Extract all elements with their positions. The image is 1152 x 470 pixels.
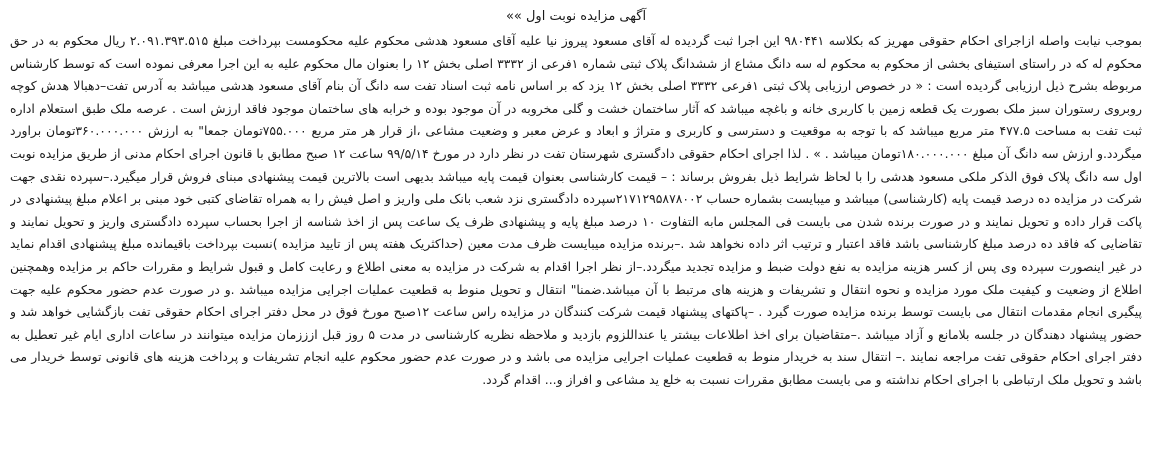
notice-body: بموجب نیابت واصله ازاجرای احکام حقوقی مهریز که بکلاسه ۹۸۰۴۴۱ این اجرا ثبت گردیده له آقای مسعود پیروز نیا علیه آقای مسعود هدشی محکوم علیه محکومست بپرداخت مبلغ ۲.۰۹۱.۳۹۳.۵۱۵ ریال محکوم به در حق محکوم له که در راستای استیفای بخشی از محکوم به محکوم له سه دانگ مشاع از ششدانگ پلاک ثبتی شماره ۱فرعی از ۳۳۳۲ اصلی بخش ۱۲ را بعنوان مال محکوم علیه به این اجرا معرفی نموده است که توسط کارشناس مربوطه بشرح ذیل ارزیابی گردیده است : « در خصوص ارزیابی پلاک ثبتی ۱فرعی ۳۳۳۲ اصلی بخش ۱۲ یزد که بر اساس نامه ثبت اسناد تفت سه دانگ آن بنام آقای مسعود هدشی میباشد به آدرس تفت–دهبالا هدش کوچه روبروی رستوران سبز ملک بصورت یک قطعه زمین با کاربری خانه و باغچه میباشد که آثار ساختمان خشت و گلی مخروبه در آن موجود بوده و خرابه های ساختمان موجود فاقد ارزش است . عرصه ملک طبق استعلام اداره ثبت تفت به مساحت ۴۷۷.۵ متر مربع میباشد که با توجه به موقعیت و دسترسی و کاربری و متراژ و ابعاد و عرض معبر و وضعیت مشاعی ،از قرار هر متر مربع ۷۵۵.۰۰۰تومان جمعا" به ارزش ۳۶۰.۰۰۰.۰۰۰تومان براورد میگردد.و ارزش سه دانگ آن مبلغ ۱۸۰.۰۰۰.۰۰۰تومان میباشد . » . لذا اجرای احکام حقوقی دادگستری شهرستان تفت در نظر دارد در مورخ ۹۹/۵/۱۴ ساعت ۱۲ صبح مطابق با قانون اجرای احکام مدنی از طریق مزایده نوبت اول سه دانگ پلاک فوق الذکر ملکی مسعود هدشی را با لحاظ شرایط ذیل بفروش برساند : – قیمت کارشناسی بعنوان قیمت پایه میباشد بدیهی است بالاترین قیمت پیشنهادی مبنای فروش قرار میگیرد.–سپرده نقدی جهت شرکت در مزایده ده درصد قیمت پایه (کارشناسی) میباشد و میبایست بشماره حساب ۲۱۷۱۲۹۵۸۷۸۰۰۲سپرده دادگستری نزد شعب بانک ملی واریز و اصل فیش را به همراه تقاضای کتبی خود مبنی بر اعلام مبلغ پیشنهادی در پاکت قرار داده و تحویل نمایند و در صورت برنده شدن می بایست فی المجلس مابه التفاوت ۱۰ درصد مبلغ پایه و پیشنهادی ظرف یک ساعت پس از اخذ شناسه از اجرا بحساب سپرده دادگستری واریز و تحویل نمایند و تقاضایی که فاقد ده درصد مبلغ کارشناسی باشد فاقد اعتبار و ترتیب اثر داده نخواهد شد .–برنده مزایده میبایست ظرف مدت معین (حداکثریک هفته پس از تایید مزایده )نسبت بپرداخت باقیمانده مبلغ پیشنهادی اقدام نماید در غیر اینصورت سپرده وی پس از کسر هزینه مزایده به نفع دولت ضبط و مزایده تجدید میگردد.–از نظر اجرا اقدام به شرکت در مزایده به معنی اطلاع و رعایت کامل و قبول شرایط و مقررات حاکم بر مزایده وهمچنین اطلاع از وضعیت و کیفیت ملک مورد مزایده و نحوه انتقال و تشریفات و هزینه های مرتبط با آن میباشد.ضمنا" انتقال و تحویل منوط به قطعیت عملیات اجرایی مزایده میباشد .و در صورت عدم حضور محکوم علیه جهت پیگیری انجام مقدمات انتقال می بایست توسط برنده مزایده صورت گیرد . –پاکتهای پیشنهاد قیمت شرکت کنندگان در مزایده راس ساعت ۱۲صبح مورخ فوق در محل دفتر اجرای احکام حقوقی تفت بازگشایی خواهد شد و حضور پیشنهاد دهندگان در جلسه بلامانع و آزاد میباشد .–متقاضیان برای اخذ اطلاعات بیشتر یا عنداللزوم بازدید و ملاحظه نظریه کارشناسی در مدت ۵ روز قبل ازززمان مزایده میتوانند در ساعات اداری ایام غیر تعطیل به دفتر اجرای احکام حقوقی تفت مراجعه نمایند .– انتقال سند به خریدار منوط به قطعیت عملیات اجرایی مزایده می باشد و در صورت عدم حضور محکوم علیه انجام تشریفات و پرداخت هزینه های قانونی توسط خریدار می باشد و تحویل ملک ارتباطی با اجرای احکام نداشته و می بایست مطابق مقررات نسبت به خلع ید مشاعی و افراز و... اقدام گردد. <box>10 33 1142 387</box>
notice-title: آگهی مزایده نوبت اول »» <box>505 9 647 24</box>
